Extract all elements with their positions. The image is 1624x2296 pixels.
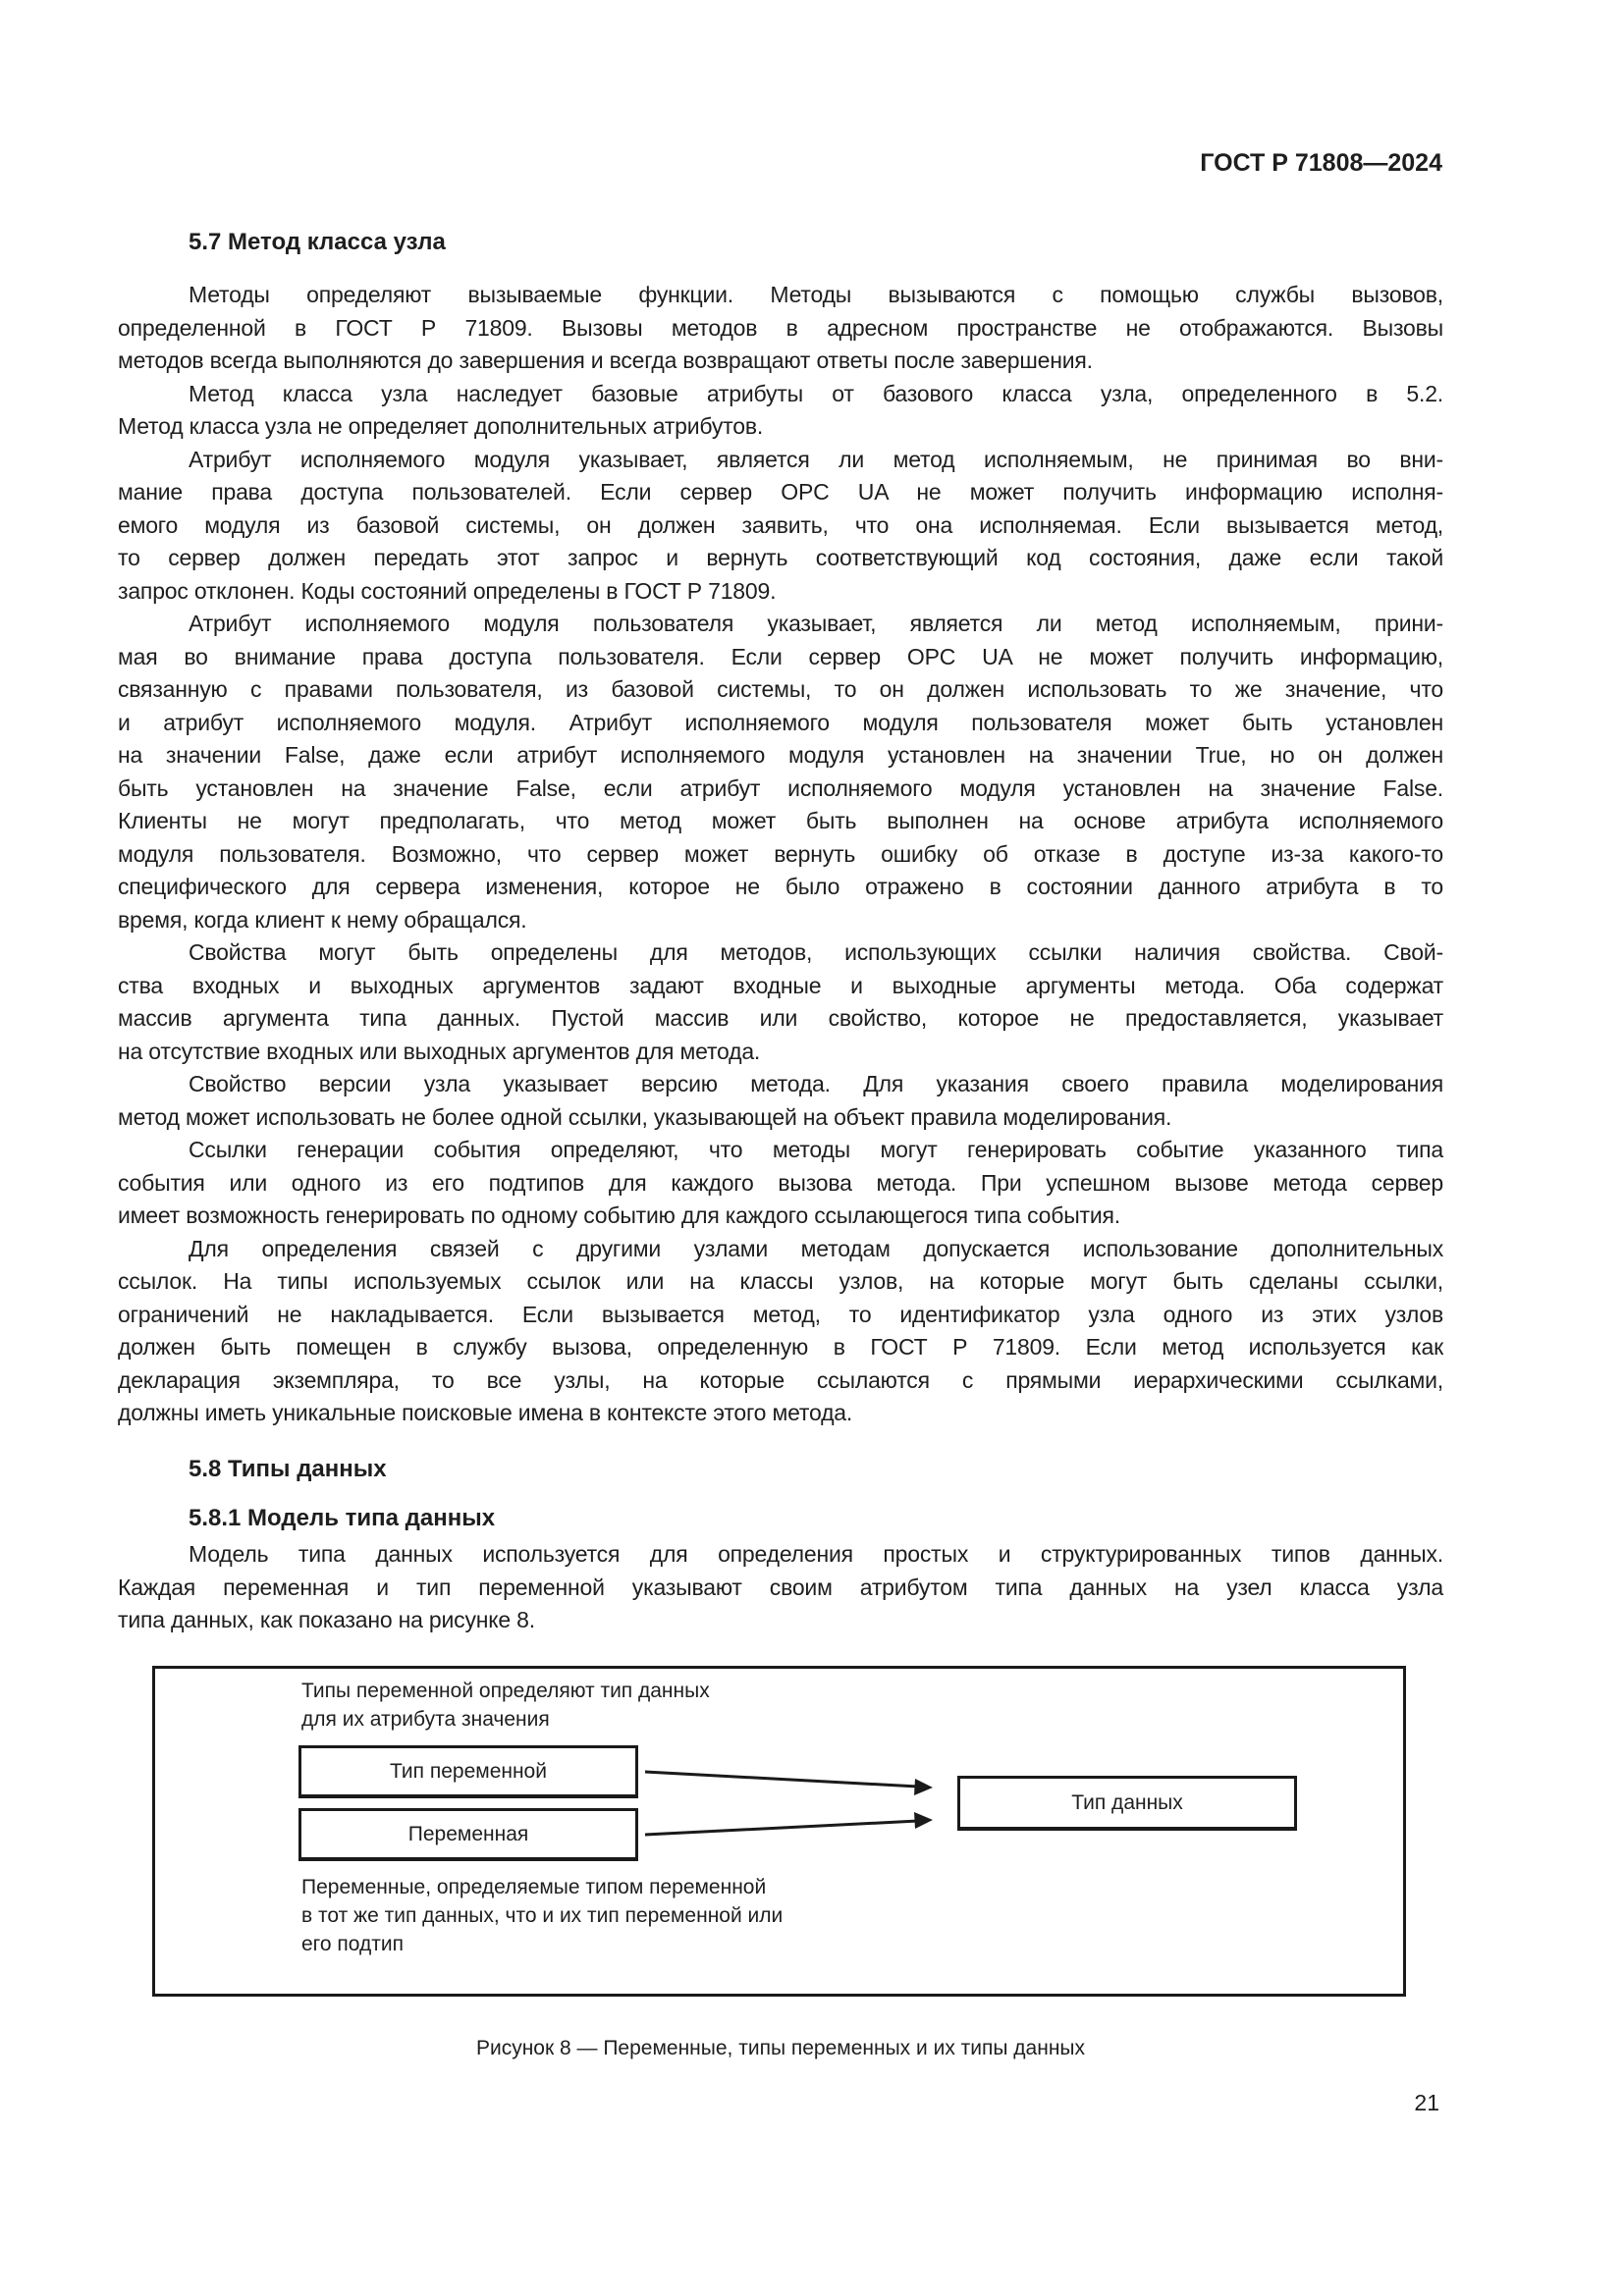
figure-bottom-note-line: в тот же тип данных, что и их тип переменной или xyxy=(301,1904,784,1927)
paragraph-line: мая во внимание права доступа пользователя. Если сервер OPC UA не может получить информацию, xyxy=(118,643,1443,669)
paragraph-line: типа данных, как показано на рисунке 8. xyxy=(118,1607,535,1632)
figure-caption: Рисунок 8 — Переменные, типы переменных и их типы данных xyxy=(475,2037,1086,2059)
paragraph-line: Свойство версии узла указывает версию метода. Для указания своего правила моделирования xyxy=(189,1071,1443,1096)
paragraph-line: мание права доступа пользователей. Если сервер OPC UA не может получить информацию исполня- xyxy=(118,479,1443,505)
paragraph-line: методов всегда выполняются до завершения и всегда возвращают ответы после завершения. xyxy=(118,347,1093,373)
paragraph-line: Модель типа данных используется для определения простых и структурированных типов данных. xyxy=(189,1541,1443,1567)
paragraph-line: Клиенты не могут предполагать, что метод может быть выполнен на основе атрибута исполняемого xyxy=(118,808,1443,833)
figure-top-note-line: Типы переменной определяют тип данных xyxy=(301,1680,710,1702)
figure-bottom-note-line: его подтип xyxy=(301,1933,404,1955)
figure-bottom-note xyxy=(301,1873,783,1958)
variable-box: Переменная xyxy=(298,1808,638,1861)
paragraph-line: быть установлен на значение False, если атрибут исполняемого модуля установлен на значение False. xyxy=(118,774,1443,801)
section-heading-5-8-1: 5.8.1 Модель типа данных xyxy=(189,1505,496,1531)
paragraph-line: и атрибут исполняемого модуля. Атрибут исполняемого модуля пользователя может быть установлен xyxy=(118,709,1443,735)
paragraph-line: запрос отклонен. Коды состояний определены в ГОСТ Р 71809. xyxy=(118,577,777,604)
section-heading-5-7: 5.7 Метод класса узла xyxy=(189,229,446,255)
paragraph-line: на отсутствие входных или выходных аргументов для метода. xyxy=(118,1038,761,1064)
arrow-variable-type-to-data-type xyxy=(645,1772,933,1795)
document-code: ГОСТ Р 71808—2024 xyxy=(1200,149,1442,177)
paragraph-line: декларация экземпляра, то все узлы, на которые ссылаются с прямыми иерархическими ссылками, xyxy=(118,1366,1443,1393)
data-type-box: Тип данных xyxy=(957,1776,1297,1831)
variable-type-box: Тип переменной xyxy=(298,1745,638,1798)
paragraph-line: Свойства могут быть определены для методов, использующих ссылки наличия свойства. Свой- xyxy=(189,939,1443,965)
paragraph-line: на значении False, даже если атрибут исполняемого модуля установлен на значении True, но он должен xyxy=(118,742,1443,768)
paragraph-line: Метод класса узла наследует базовые атрибуты от базового класса узла, определенного в 5.2. xyxy=(189,380,1443,406)
figure-top-note-line: для их атрибута значения xyxy=(301,1708,550,1731)
paragraph-line: ограничений не накладывается. Если вызывается метод, то идентификатор узла одного из этих узлов xyxy=(118,1301,1443,1327)
page-number: 21 xyxy=(1414,2090,1439,2115)
paragraph-line: определенной в ГОСТ Р 71809. Вызовы методов в адресном пространстве не отображаются. Вызовы xyxy=(118,314,1443,341)
paragraph-line: время, когда клиент к нему обращался. xyxy=(118,906,527,933)
paragraph-line: ссылок. На типы используемых ссылок или на классы узлов, на которые могут быть сделаны ссылки, xyxy=(118,1268,1443,1294)
paragraph-line: Атрибут исполняемого модуля пользователя указывает, является ли метод исполняемым, прини- xyxy=(189,611,1443,636)
arrow-variable-to-data-type xyxy=(645,1812,933,1835)
paragraph-line: Атрибут исполняемого модуля указывает, является ли метод исполняемым, не принимая во вни- xyxy=(189,446,1443,472)
paragraph-line: специфического для сервера изменения, которое не было отражено в состоянии данного атрибута в то xyxy=(118,874,1443,899)
paragraph-line: связанную с правами пользователя, из базовой системы, то он должен использовать то же значение, что xyxy=(118,676,1443,702)
paragraph-line: Каждая переменная и тип переменной указывают своим атрибутом типа данных на узел класса узла xyxy=(118,1574,1443,1600)
paragraph-line: должны иметь уникальные поисковые имена в контексте этого метода. xyxy=(118,1400,853,1425)
paragraph-line: метод может использовать не более одной ссылки, указывающей на объект правила моделирования. xyxy=(118,1103,1172,1130)
section-heading-5-8: 5.8 Типы данных xyxy=(189,1456,387,1482)
paragraph-line: Для определения связей с другими узлами методам допускается использование дополнительных xyxy=(189,1235,1443,1261)
paragraph-line: события или одного из его подтипов для каждого вызова метода. При успешном вызове метода сервер xyxy=(118,1169,1443,1196)
paragraph-line: модуля пользователя. Возможно, что сервер может вернуть ошибку об отказе в доступе из-за какого-то xyxy=(118,840,1443,867)
paragraph-line: Методы определяют вызываемые функции. Методы вызываются с помощью службы вызовов, xyxy=(189,282,1443,307)
paragraph-line: Метод класса узла не определяет дополнительных атрибутов. xyxy=(118,413,764,439)
paragraph-line: имеет возможность генерировать по одному событию для каждого ссылающегося типа события. xyxy=(118,1202,1120,1228)
paragraph-line: ства входных и выходных аргументов задают входные и выходные аргументы метода. Оба содержат xyxy=(118,972,1443,998)
paragraph-line: Ссылки генерации события определяют, что методы могут генерировать событие указанного типа xyxy=(189,1137,1443,1162)
figure-bottom-note-line: Переменные, определяемые типом переменной xyxy=(301,1876,767,1898)
paragraph-line: должен быть помещен в службу вызова, определенную в ГОСТ Р 71809. Если метод используется как xyxy=(118,1334,1443,1360)
paragraph-line: то сервер должен передать этот запрос и вернуть соответствующий код состояния, даже если такой xyxy=(118,545,1443,570)
paragraph-line: массив аргумента типа данных. Пустой массив или свойство, которое не предоставляется, указывает xyxy=(118,1005,1443,1031)
paragraph-line: емого модуля из базовой системы, он должен заявить, что она исполняемая. Если вызывается метод, xyxy=(118,511,1443,538)
